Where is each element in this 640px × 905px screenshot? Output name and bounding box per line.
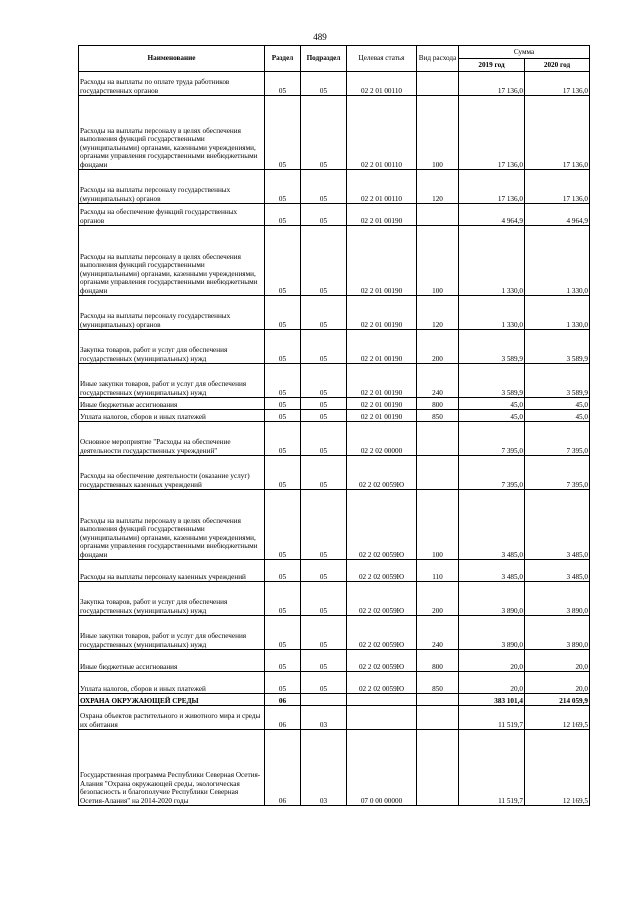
row-section: 05 xyxy=(265,296,301,330)
row-subsection: 05 xyxy=(301,672,347,694)
row-target: 02 2 01 00190 xyxy=(347,296,417,330)
row-name: Основное мероприятие "Расходы на обеспечение деятельности государственных учреждений" xyxy=(79,422,265,456)
row-target: 02 2 01 00110 xyxy=(347,96,417,170)
row-subsection: 05 xyxy=(301,650,347,672)
row-value-2020: 3 485,0 xyxy=(525,560,590,582)
row-target: 02 2 01 00190 xyxy=(347,410,417,422)
row-target: 02 2 02 0059Ю xyxy=(347,672,417,694)
table-row xyxy=(79,330,590,364)
row-subsection: 05 xyxy=(301,96,347,170)
row-section: 05 xyxy=(265,422,301,456)
row-subsection: 03 xyxy=(301,730,347,806)
row-name: ОХРАНА ОКРУЖАЮЩЕЙ СРЕДЫ xyxy=(79,694,265,706)
row-kind: 200 xyxy=(417,330,459,364)
row-value-2019: 1 330,0 xyxy=(459,226,525,296)
row-value-2019: 3 485,0 xyxy=(459,560,525,582)
row-section: 05 xyxy=(265,456,301,490)
row-value-2019: 20,0 xyxy=(459,672,525,694)
row-section: 05 xyxy=(265,170,301,204)
table-row xyxy=(79,616,590,650)
row-subsection: 05 xyxy=(301,226,347,296)
row-subsection: 05 xyxy=(301,616,347,650)
table-row xyxy=(79,96,590,170)
row-value-2020: 17 136,0 xyxy=(525,96,590,170)
row-kind xyxy=(417,72,459,96)
row-section: 05 xyxy=(265,582,301,616)
row-name: Расходы на выплаты персоналу в целях обеспечения выполнения функций государственными (муниципальными) органами, казенными учреждениями, органами управления государственными внебюджетными фондами xyxy=(79,96,265,170)
row-target: 02 2 01 00190 xyxy=(347,204,417,226)
table-row xyxy=(79,204,590,226)
row-value-2019: 1 330,0 xyxy=(459,296,525,330)
row-name: Расходы на выплаты персоналу в целях обеспечения выполнения функций государственными (муниципальными) органами, казенными учреждениями, органами управления государственными внебюджетными фондами xyxy=(79,226,265,296)
header-2019: 2019 год xyxy=(459,59,525,72)
row-value-2020: 45,0 xyxy=(525,410,590,422)
row-kind xyxy=(417,422,459,456)
row-target: 02 2 02 0059Ю xyxy=(347,650,417,672)
row-value-2019: 7 395,0 xyxy=(459,422,525,456)
row-target: 02 2 01 00190 xyxy=(347,330,417,364)
row-kind xyxy=(417,730,459,806)
row-value-2019: 383 101,4 xyxy=(459,694,525,706)
row-value-2020: 3 890,0 xyxy=(525,616,590,650)
row-section: 05 xyxy=(265,560,301,582)
table-row xyxy=(79,706,590,730)
table-row xyxy=(79,560,590,582)
row-kind xyxy=(417,204,459,226)
row-section: 05 xyxy=(265,616,301,650)
budget-table xyxy=(78,45,590,806)
row-subsection xyxy=(301,694,347,706)
table-row xyxy=(79,422,590,456)
row-value-2019: 45,0 xyxy=(459,398,525,410)
row-section: 05 xyxy=(265,204,301,226)
row-subsection: 05 xyxy=(301,422,347,456)
row-value-2020: 20,0 xyxy=(525,672,590,694)
table-row xyxy=(79,170,590,204)
row-target: 02 2 01 00190 xyxy=(347,364,417,398)
table-row xyxy=(79,410,590,422)
header-section: Раздел xyxy=(265,46,301,72)
header-kind: Вид расхода xyxy=(417,46,459,72)
row-name: Уплата налогов, сборов и иных платежей xyxy=(79,410,265,422)
row-name: Закупка товаров, работ и услуг для обеспечения государственных (муниципальных) нужд xyxy=(79,330,265,364)
row-kind xyxy=(417,706,459,730)
row-kind: 240 xyxy=(417,616,459,650)
row-section: 05 xyxy=(265,72,301,96)
row-target: 02 2 01 00190 xyxy=(347,398,417,410)
row-section: 05 xyxy=(265,672,301,694)
row-kind: 100 xyxy=(417,490,459,560)
row-subsection: 05 xyxy=(301,560,347,582)
row-value-2020: 7 395,0 xyxy=(525,422,590,456)
row-value-2019: 3 589,9 xyxy=(459,364,525,398)
row-value-2019: 11 519,7 xyxy=(459,706,525,730)
header-name: Наименование xyxy=(79,46,265,72)
row-section: 05 xyxy=(265,650,301,672)
row-section: 05 xyxy=(265,398,301,410)
row-name: Иные бюджетные ассигнования xyxy=(79,398,265,410)
row-kind: 110 xyxy=(417,560,459,582)
row-name: Расходы на выплаты персоналу государственных (муниципальных) органов xyxy=(79,296,265,330)
table-row xyxy=(79,490,590,560)
row-subsection: 05 xyxy=(301,582,347,616)
row-name: Уплата налогов, сборов и иных платежей xyxy=(79,672,265,694)
row-subsection: 03 xyxy=(301,706,347,730)
row-section: 05 xyxy=(265,226,301,296)
row-section: 05 xyxy=(265,96,301,170)
row-kind: 240 xyxy=(417,364,459,398)
row-name: Расходы на выплаты персоналу казенных учреждений xyxy=(79,560,265,582)
row-value-2019: 20,0 xyxy=(459,650,525,672)
header-target: Целевая статья xyxy=(347,46,417,72)
row-name: Расходы на выплаты персоналу государственных (муниципальных) органов xyxy=(79,170,265,204)
row-target: 02 2 02 0059Ю xyxy=(347,490,417,560)
table-row xyxy=(79,296,590,330)
table-row xyxy=(79,456,590,490)
row-value-2019: 4 964,9 xyxy=(459,204,525,226)
row-value-2019: 3 890,0 xyxy=(459,616,525,650)
table-row xyxy=(79,364,590,398)
row-kind: 200 xyxy=(417,582,459,616)
row-value-2020: 20,0 xyxy=(525,650,590,672)
row-target: 02 2 02 0059Ю xyxy=(347,582,417,616)
row-value-2019: 7 395,0 xyxy=(459,456,525,490)
row-section: 06 xyxy=(265,706,301,730)
row-section: 05 xyxy=(265,364,301,398)
table-row xyxy=(79,694,590,706)
row-subsection: 05 xyxy=(301,456,347,490)
row-value-2020: 12 169,5 xyxy=(525,706,590,730)
row-target: 07 0 00 00000 xyxy=(347,730,417,806)
row-name: Иные закупки товаров, работ и услуг для обеспечения государственных (муниципальных) нужд xyxy=(79,364,265,398)
row-value-2020: 45,0 xyxy=(525,398,590,410)
row-value-2020: 1 330,0 xyxy=(525,296,590,330)
row-kind: 850 xyxy=(417,410,459,422)
row-subsection: 05 xyxy=(301,296,347,330)
row-value-2020: 3 890,0 xyxy=(525,582,590,616)
row-value-2019: 17 136,0 xyxy=(459,170,525,204)
row-kind xyxy=(417,694,459,706)
row-value-2019: 45,0 xyxy=(459,410,525,422)
row-name: Закупка товаров, работ и услуг для обеспечения государственных (муниципальных) нужд xyxy=(79,582,265,616)
row-value-2020: 4 964,9 xyxy=(525,204,590,226)
row-subsection: 05 xyxy=(301,204,347,226)
table-row xyxy=(79,672,590,694)
row-value-2020: 1 330,0 xyxy=(525,226,590,296)
row-name: Иные бюджетные ассигнования xyxy=(79,650,265,672)
table-row xyxy=(79,730,590,806)
row-subsection: 05 xyxy=(301,364,347,398)
row-target: 02 2 02 00000 xyxy=(347,422,417,456)
row-section: 05 xyxy=(265,410,301,422)
row-value-2020: 3 589,9 xyxy=(525,330,590,364)
row-value-2019: 3 589,9 xyxy=(459,330,525,364)
row-name: Охрана объектов растительного и животного мира и среды их обитания xyxy=(79,706,265,730)
row-value-2020: 12 169,5 xyxy=(525,730,590,806)
header-sum: Сумма xyxy=(459,46,590,59)
row-value-2020: 3 589,9 xyxy=(525,364,590,398)
row-target: 02 2 01 00190 xyxy=(347,226,417,296)
row-target: 02 2 02 0059Ю xyxy=(347,456,417,490)
row-section: 05 xyxy=(265,330,301,364)
row-target xyxy=(347,706,417,730)
row-kind xyxy=(417,456,459,490)
row-name: Расходы на обеспечение деятельности (оказание услуг) государственных казенных учреждений xyxy=(79,456,265,490)
header-2020: 2020 год xyxy=(525,59,590,72)
header-subsection: Подраздел xyxy=(301,46,347,72)
row-subsection: 05 xyxy=(301,410,347,422)
row-target: 02 2 02 0059Ю xyxy=(347,560,417,582)
row-kind: 120 xyxy=(417,296,459,330)
table-row xyxy=(79,582,590,616)
row-value-2019: 17 136,0 xyxy=(459,72,525,96)
row-name: Иные закупки товаров, работ и услуг для обеспечения государственных (муниципальных) нужд xyxy=(79,616,265,650)
row-value-2020: 3 485,0 xyxy=(525,490,590,560)
row-value-2019: 17 136,0 xyxy=(459,96,525,170)
row-kind: 800 xyxy=(417,398,459,410)
page-number: 489 xyxy=(313,32,327,42)
row-name: Расходы на выплаты по оплате труда работников государственных органов xyxy=(79,72,265,96)
row-value-2019: 3 890,0 xyxy=(459,582,525,616)
row-subsection: 05 xyxy=(301,398,347,410)
table-row xyxy=(79,72,590,96)
table-row xyxy=(79,226,590,296)
row-value-2020: 17 136,0 xyxy=(525,72,590,96)
row-section: 06 xyxy=(265,730,301,806)
row-target: 02 2 02 0059Ю xyxy=(347,616,417,650)
row-value-2019: 3 485,0 xyxy=(459,490,525,560)
row-name: Расходы на обеспечение функций государственных органов xyxy=(79,204,265,226)
row-subsection: 05 xyxy=(301,72,347,96)
row-kind: 100 xyxy=(417,226,459,296)
row-value-2020: 7 395,0 xyxy=(525,456,590,490)
row-kind: 120 xyxy=(417,170,459,204)
row-subsection: 05 xyxy=(301,330,347,364)
row-kind: 100 xyxy=(417,96,459,170)
row-section: 06 xyxy=(265,694,301,706)
row-target: 02 2 01 00110 xyxy=(347,170,417,204)
table-row xyxy=(79,398,590,410)
row-value-2020: 214 059,9 xyxy=(525,694,590,706)
row-subsection: 05 xyxy=(301,170,347,204)
row-target xyxy=(347,694,417,706)
row-subsection: 05 xyxy=(301,490,347,560)
row-name: Расходы на выплаты персоналу в целях обеспечения выполнения функций государственными (муниципальными) органами, казенными учреждениями, органами управления государственными внебюджетными фондами xyxy=(79,490,265,560)
row-kind: 850 xyxy=(417,672,459,694)
row-value-2019: 11 519,7 xyxy=(459,730,525,806)
row-section: 05 xyxy=(265,490,301,560)
table-row xyxy=(79,650,590,672)
row-value-2020: 17 136,0 xyxy=(525,170,590,204)
row-name: Государственная программа Республики Северная Осетия-Алания "Охрана окружающей среды, экологическая безопасность и благополучие Республики Северная Осетия-Алания" на 2014-2020 годы xyxy=(79,730,265,806)
row-kind: 800 xyxy=(417,650,459,672)
row-target: 02 2 01 00110 xyxy=(347,72,417,96)
